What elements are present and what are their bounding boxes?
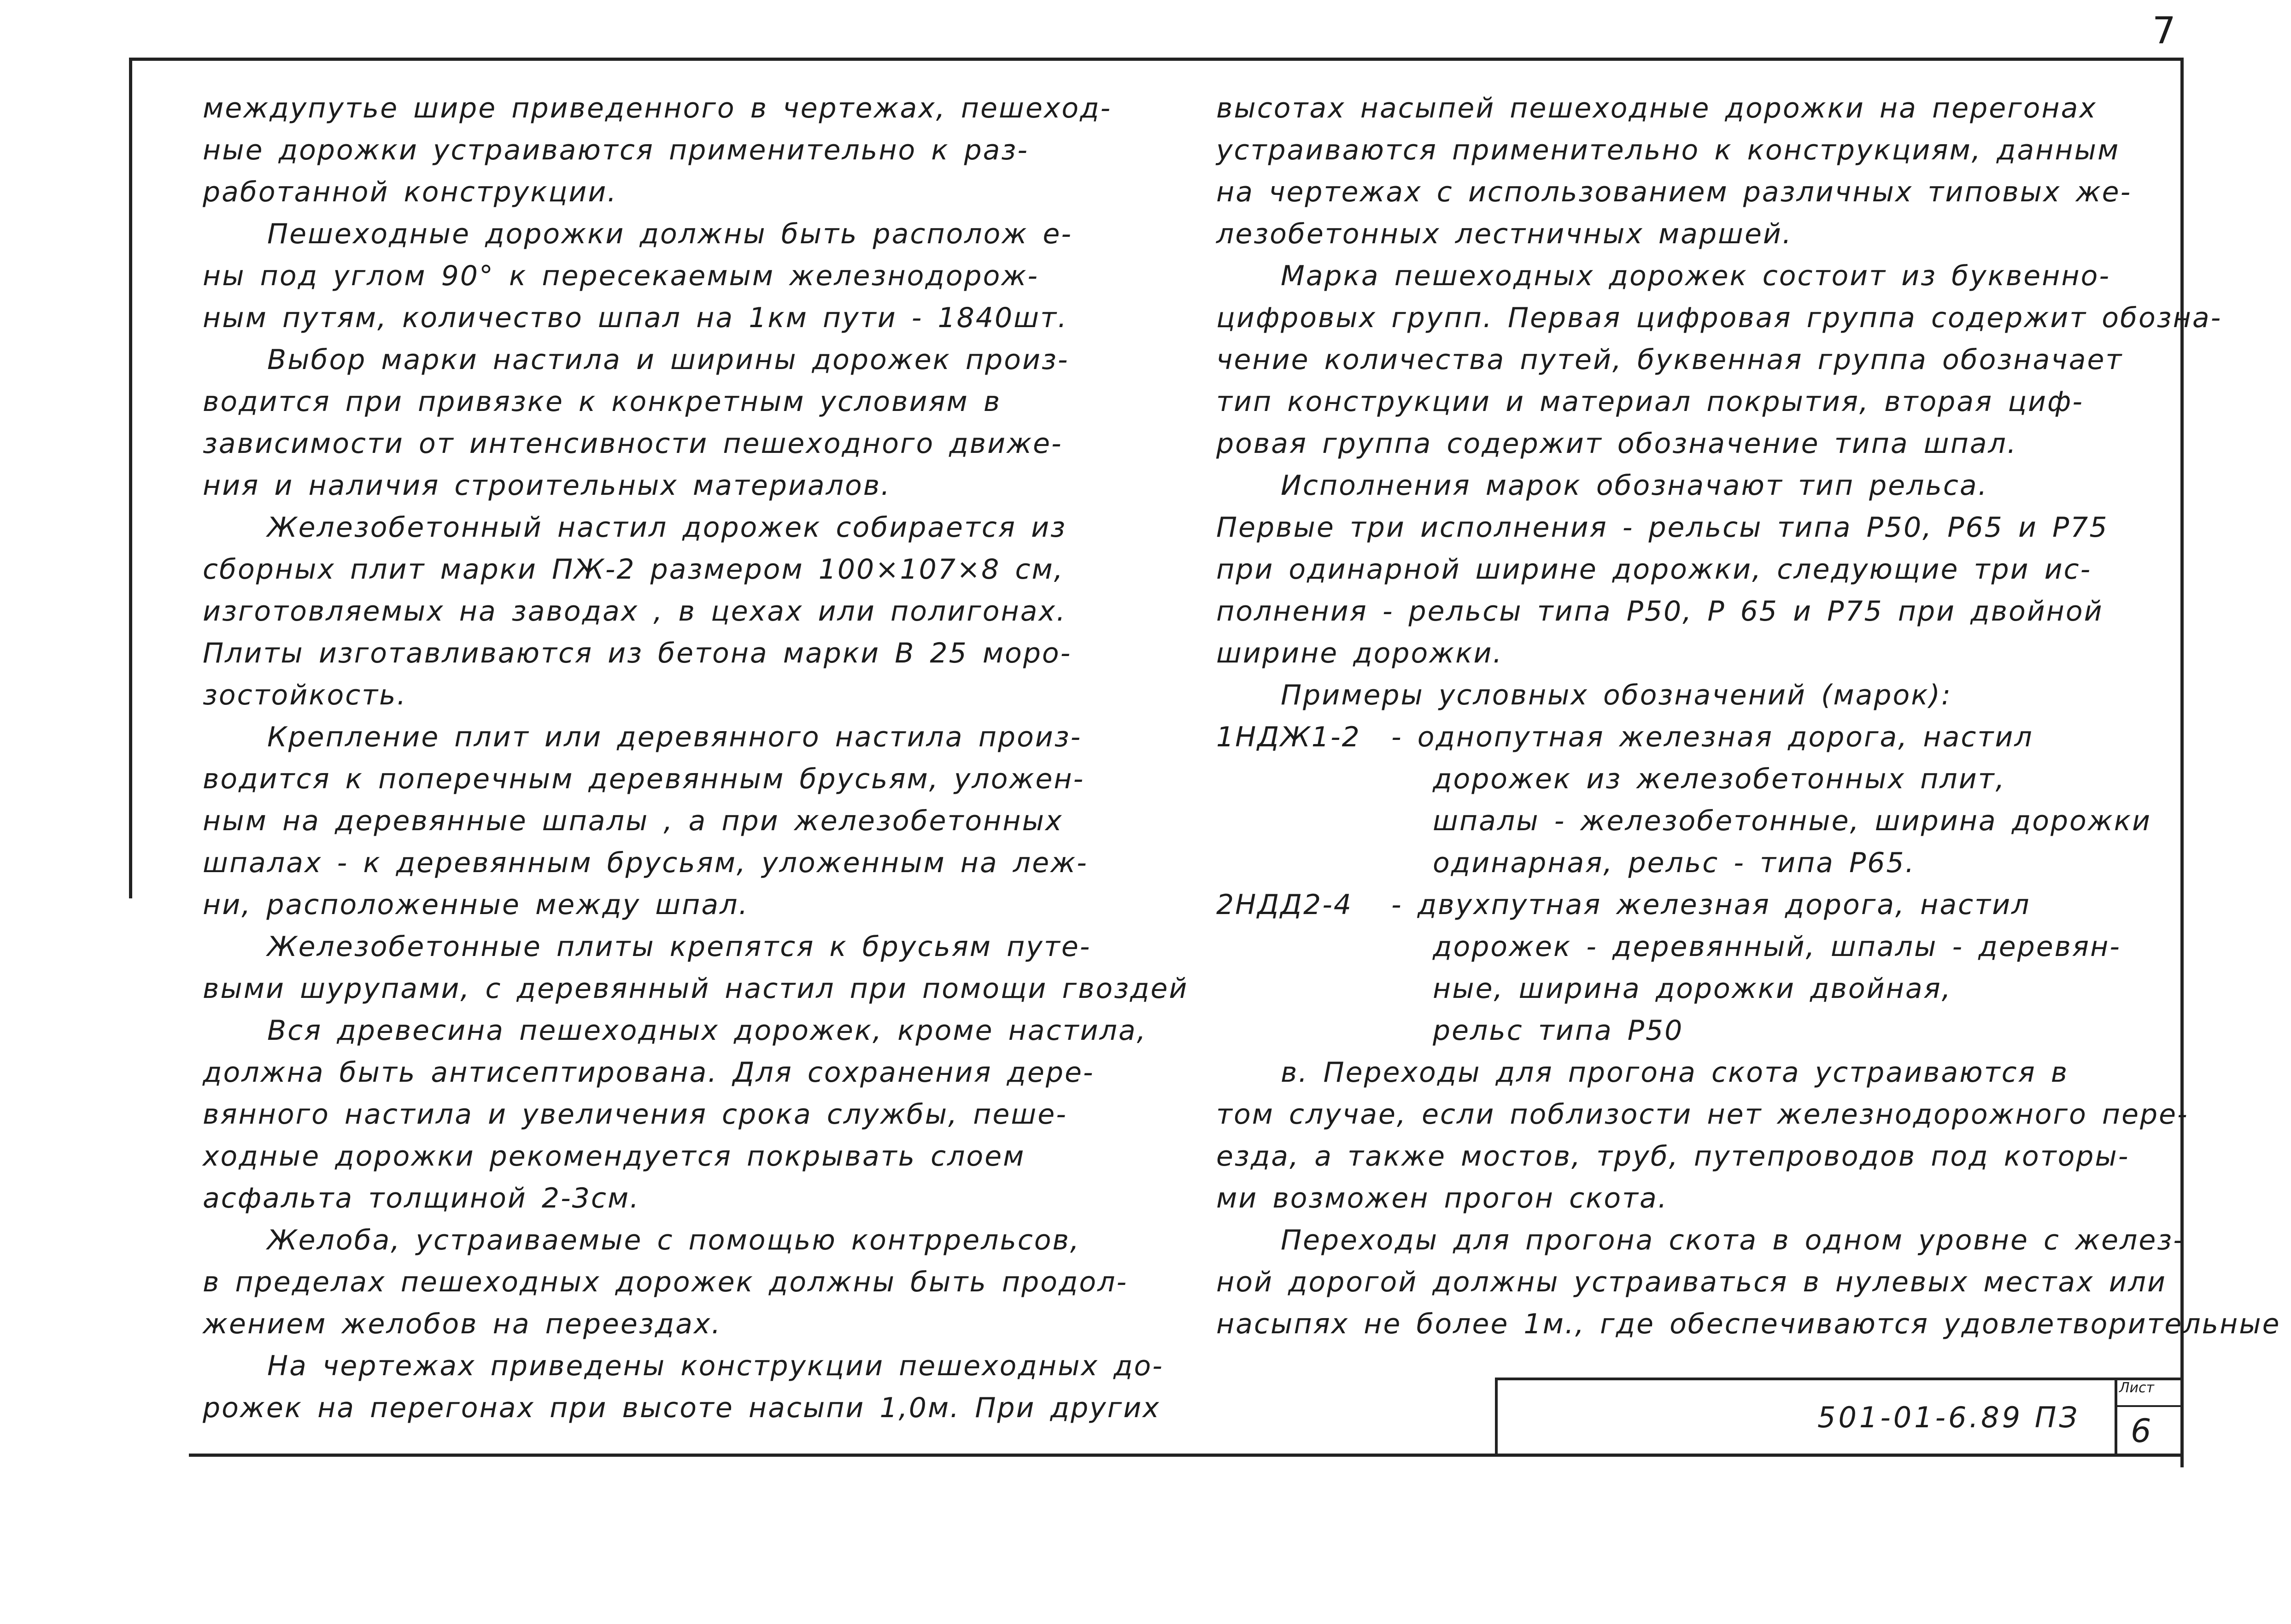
right-text-column: [1216, 88, 2281, 1345]
text-line: работанной конструкции.: [203, 176, 618, 208]
text-line: ной дорогой должны устраиваться в нулевых местах или: [1216, 1266, 2167, 1298]
example-code: 2НДД2-4: [1216, 889, 1353, 921]
text-line: Желоба, устраиваемые с помощью контррельсов,: [267, 1224, 1080, 1256]
text-line: Первые три исполнения - рельсы типа Р50, Р65 и Р75: [1216, 511, 2109, 544]
text-line: шпалах - к деревянным брусьям, уложенным на леж-: [203, 847, 1088, 879]
text-line: водится к поперечным деревянным брусьям, уложен-: [203, 763, 1085, 795]
sheet-number: 6: [2131, 1412, 2151, 1450]
text-line: ширине дорожки.: [1216, 637, 1503, 669]
example-text: одинарная, рельс - типа Р65.: [1433, 847, 1916, 879]
left-text-column: [203, 88, 1189, 1429]
text-line: цифровых групп. Первая цифровая группа содержит обозна-: [1216, 302, 2222, 334]
text-line: ны под углом 90° к пересекаемым железнодорож-: [203, 260, 1039, 292]
example-text: - двухпутная железная дорога, настил: [1391, 889, 2031, 921]
text-line: ным путям, количество шпал на 1км пути - 1840шт.: [203, 302, 1068, 334]
text-line: при одинарной ширине дорожки, следующие три ис-: [1216, 553, 2092, 586]
text-line: ния и наличия строительных материалов.: [203, 469, 891, 502]
text-line: ходные дорожки рекомендуется покрывать слоем: [203, 1140, 1025, 1173]
text-line: Марка пешеходных дорожек состоит из буквенно-: [1281, 260, 2110, 292]
text-line: Исполнения марок обозначают тип рельса.: [1281, 469, 1988, 502]
text-line: Пешеходные дорожки должны быть располож е-: [267, 218, 1073, 250]
example-first-line: [1216, 884, 2128, 926]
frame-top-border: [129, 58, 2184, 61]
example-text: рельс типа Р50: [1433, 1014, 1684, 1047]
text-line: ным на деревянные шпалы , а при железобетонных: [203, 805, 1063, 837]
frame-bottom-border: [189, 1454, 2184, 1457]
text-line: ровая группа содержит обозначение типа шпал.: [1216, 428, 2017, 460]
text-line: устраиваются применительно к конструкциям, данным: [1216, 134, 2120, 166]
text-line: Крепление плит или деревянного настила произ-: [267, 721, 1082, 753]
text-line: ные дорожки устраиваются применительно к раз-: [203, 134, 1029, 166]
page-number: 7: [2152, 9, 2176, 52]
example-item: [1216, 716, 2152, 884]
text-line: на чертежах с использованием различных типовых же-: [1216, 176, 2132, 208]
text-line: ми возможен прогон скота.: [1216, 1182, 1668, 1214]
text-line: выми шурупами, с деревянный настил при помощи гвоздей: [203, 973, 1189, 1005]
text-line: рожек на перегонах при высоте насыпи 1,0м. При других: [203, 1392, 1160, 1424]
text-line: Плиты изготавливаются из бетона марки В 25 моро-: [203, 637, 1072, 669]
right-column-top: [1216, 88, 2222, 674]
text-line: в пределах пешеходных дорожек должны быть продол-: [203, 1266, 1128, 1298]
document-code: 501-01-6.89 ПЗ: [1817, 1401, 2080, 1434]
text-line: в. Переходы для прогона скота устраиваются в: [1281, 1056, 2069, 1089]
example-text: шпалы - железобетонные, ширина дорожки: [1433, 805, 2152, 837]
examples-list: [1216, 716, 2152, 1052]
text-line: Железобетонный настил дорожек собирается из: [267, 511, 1066, 544]
text-line: зостойкость.: [203, 679, 407, 711]
text-line: том случае, если поблизости нет железнодорожного пере-: [1216, 1098, 2189, 1131]
text-line: Железобетонные плиты крепятся к брусьям путе-: [267, 931, 1091, 963]
sheet-label: Лист: [2119, 1380, 2155, 1396]
text-line: междупутье шире приведенного в чертежах, пешеход-: [203, 92, 1112, 124]
text-line: асфальта толщиной 2-3см.: [203, 1182, 640, 1214]
text-line: вянного настила и увеличения срока службы, пеше-: [203, 1098, 1067, 1131]
text-line: полнения - рельсы типа Р50, Р 65 и Р75 при двойной: [1216, 595, 2104, 627]
text-line: сборных плит марки ПЖ-2 размером 100×107×8 см,: [203, 553, 1064, 586]
text-line: ни, расположенные между шпал.: [203, 889, 749, 921]
example-text: ные, ширина дорожки двойная,: [1433, 973, 1952, 1005]
text-line: Вся древесина пешеходных дорожек, кроме настила,: [267, 1014, 1147, 1047]
text-line: езда, а также мостов, труб, путепроводов под которы-: [1216, 1140, 2130, 1173]
text-line: лезобетонных лестничных маршей.: [1216, 218, 1793, 250]
text-line: Переходы для прогона скота в одном уровне с желез-: [1281, 1224, 2185, 1256]
example-text: - однопутная железная дорога, настил: [1391, 721, 2033, 753]
example-text: дорожек - деревянный, шпалы - деревян-: [1433, 931, 2121, 963]
text-line: зависимости от интенсивности пешеходного движе-: [203, 428, 1063, 460]
right-column-bottom: [1216, 1052, 2281, 1345]
text-line: На чертежах приведены конструкции пешеходных до-: [267, 1350, 1164, 1382]
examples-heading: Примеры условных обозначений (марок):: [1281, 679, 1952, 711]
text-line: высотах насыпей пешеходные дорожки на перегонах: [1216, 92, 2097, 124]
example-text: дорожек из железобетонных плит,: [1433, 763, 2006, 795]
text-line: должна быть антисептирована. Для сохранения дере-: [203, 1056, 1095, 1089]
text-line: тип конструкции и материал покрытия, вторая циф-: [1216, 386, 2084, 418]
example-code: 1НДЖ1-2: [1216, 721, 1361, 753]
text-line: Выбор марки настила и ширины дорожек произ-: [267, 344, 1069, 376]
example-item: [1216, 884, 2128, 1052]
text-line: жением желобов на переездах.: [203, 1308, 722, 1340]
text-line: изготовляемых на заводах , в цехах или полигонах.: [203, 595, 1067, 627]
text-line: чение количества путей, буквенная группа обозначает: [1216, 344, 2123, 376]
frame-left-border: [129, 58, 132, 898]
text-line: водится при привязке к конкретным условиям в: [203, 386, 1002, 418]
example-first-line: [1216, 716, 2128, 758]
text-line: насыпях не более 1м., где обеспечиваются удовлетворительные: [1216, 1308, 2281, 1340]
sheet-divider: [2115, 1405, 2180, 1407]
